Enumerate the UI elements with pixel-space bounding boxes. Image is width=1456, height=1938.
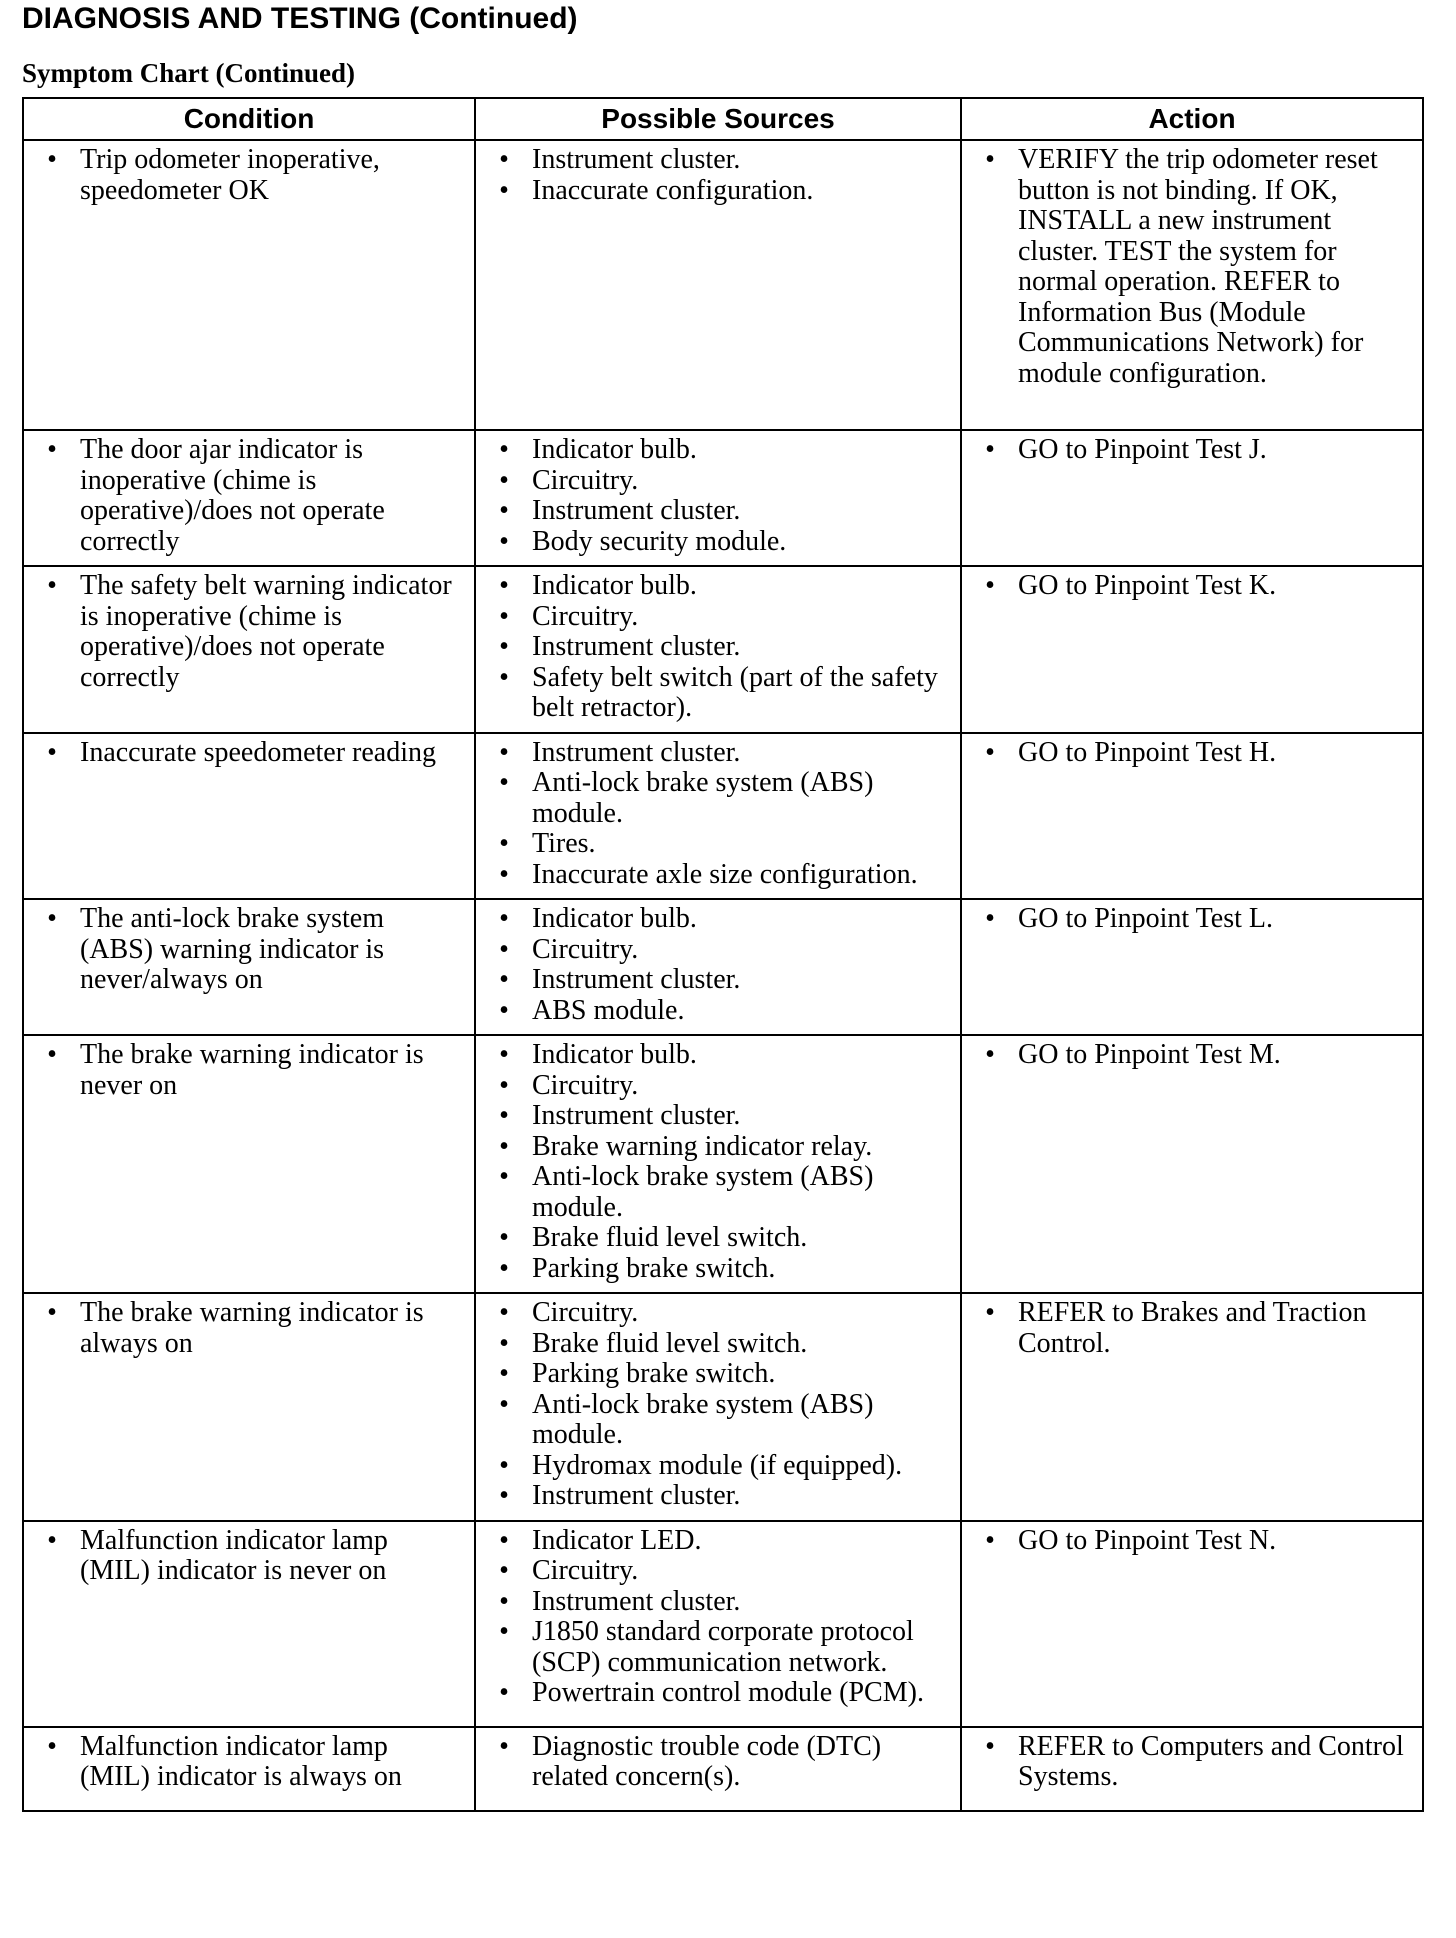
list-item-text: Instrument cluster.	[532, 1100, 741, 1131]
bullet-list	[962, 900, 1422, 943]
chart-subheading: Symptom Chart (Continued)	[22, 58, 356, 88]
table-row	[23, 430, 1423, 566]
table-row	[23, 140, 1423, 430]
list-item-text: The safety belt warning indicator is inoperative (chime is operative)/does not operate correctly	[80, 570, 452, 693]
list-item-text: Malfunction indicator lamp (MIL) indicator is always on	[80, 1730, 402, 1792]
bullet-list	[476, 1036, 960, 1292]
bullet-list	[24, 431, 474, 565]
list-item	[38, 1298, 460, 1359]
list-item	[490, 768, 946, 829]
table-header-row	[23, 98, 1423, 140]
list-item	[490, 496, 946, 527]
table-row	[23, 1727, 1423, 1811]
bullet-icon: •	[499, 174, 509, 206]
list-item	[490, 1617, 946, 1678]
bullet-icon: •	[47, 1730, 57, 1762]
list-item	[976, 1040, 1408, 1071]
list-item	[38, 571, 460, 693]
bullet-icon: •	[499, 495, 509, 526]
bullet-icon: •	[499, 1297, 509, 1328]
bullet-list	[962, 1728, 1422, 1801]
table-row	[23, 566, 1423, 733]
sources-cell	[475, 1727, 961, 1811]
bullet-icon: •	[499, 964, 509, 995]
list-item-text: Circuitry.	[532, 1555, 639, 1586]
list-item	[490, 1329, 946, 1360]
table-row	[23, 1293, 1423, 1521]
list-item	[490, 935, 946, 966]
list-item	[490, 904, 946, 935]
list-item	[490, 602, 946, 633]
bullet-icon: •	[499, 1555, 509, 1586]
list-item	[976, 1298, 1408, 1359]
condition-cell	[23, 1727, 475, 1811]
bullet-icon: •	[47, 903, 57, 934]
action-cell	[961, 899, 1423, 1035]
bullet-list	[24, 567, 474, 701]
bullet-icon: •	[47, 1524, 57, 1556]
bullet-list	[24, 1294, 474, 1367]
action-cell	[961, 566, 1423, 733]
list-item-text: Circuitry.	[532, 464, 639, 496]
list-item-text: Brake fluid level switch.	[532, 1222, 808, 1253]
bullet-list	[24, 141, 474, 214]
bullet-list	[476, 141, 960, 214]
bullet-icon: •	[985, 903, 995, 934]
bullet-list	[962, 1036, 1422, 1079]
bullet-icon: •	[499, 1480, 509, 1511]
bullet-icon: •	[499, 1524, 509, 1556]
list-item	[976, 571, 1408, 602]
list-item-text: Instrument cluster.	[532, 631, 741, 662]
list-item-text: Indicator LED.	[532, 1524, 702, 1556]
bullet-icon: •	[47, 434, 57, 465]
list-item-text: Trip odometer inoperative, speedometer OK	[80, 144, 380, 206]
list-item-text: Parking brake switch.	[532, 1252, 776, 1284]
list-item	[490, 996, 946, 1027]
list-item	[38, 435, 460, 557]
sources-cell	[475, 1521, 961, 1727]
bullet-icon: •	[985, 1730, 995, 1762]
list-item	[490, 435, 946, 466]
list-item	[490, 632, 946, 663]
table-row	[23, 733, 1423, 900]
bullet-list	[476, 567, 960, 732]
bullet-icon: •	[985, 736, 995, 768]
list-item	[976, 435, 1408, 466]
list-item	[490, 1451, 946, 1482]
bullet-list	[24, 1728, 474, 1801]
bullet-icon: •	[985, 1297, 995, 1328]
list-item	[490, 1390, 946, 1451]
list-item-text: Hydromax module (if equipped).	[532, 1449, 903, 1481]
list-item-text: Powertrain control module (PCM).	[532, 1677, 924, 1708]
list-item	[976, 738, 1408, 769]
list-item-text: ABS module.	[532, 994, 685, 1026]
bullet-list	[476, 1728, 960, 1801]
list-item-text: Brake fluid level switch.	[532, 1327, 808, 1359]
bullet-icon: •	[499, 933, 509, 965]
list-item	[490, 738, 946, 769]
list-item-text: Brake warning indicator relay.	[532, 1130, 873, 1162]
column-header-action: Action	[961, 98, 1423, 140]
bullet-list	[24, 734, 474, 777]
list-item-text: Circuitry.	[532, 933, 639, 965]
bullet-icon: •	[499, 994, 509, 1026]
bullet-icon: •	[47, 144, 57, 175]
bullet-list	[476, 1522, 960, 1717]
table-row	[23, 1521, 1423, 1727]
symptom-chart-table	[22, 97, 1424, 1812]
bullet-icon: •	[499, 1252, 509, 1284]
list-item	[490, 663, 946, 724]
action-cell	[961, 1293, 1423, 1521]
list-item	[976, 904, 1408, 935]
list-item-text: GO to Pinpoint Test H.	[1018, 736, 1277, 768]
bullet-list	[962, 567, 1422, 610]
list-item-text: Anti-lock brake system (ABS) module.	[532, 1388, 874, 1450]
list-item	[490, 527, 946, 558]
bullet-icon: •	[499, 858, 509, 890]
list-item	[490, 1526, 946, 1557]
bullet-icon: •	[47, 570, 57, 601]
bullet-list	[476, 431, 960, 565]
action-cell	[961, 1521, 1423, 1727]
list-item	[490, 1556, 946, 1587]
bullet-icon: •	[47, 1039, 57, 1070]
bullet-icon: •	[47, 1297, 57, 1328]
bullet-icon: •	[499, 525, 509, 557]
list-item	[490, 176, 946, 207]
list-item-text: Body security module.	[532, 525, 787, 557]
condition-cell	[23, 1035, 475, 1293]
list-item	[490, 860, 946, 891]
table-row	[23, 1035, 1423, 1293]
list-item	[490, 1732, 946, 1793]
bullet-icon: •	[499, 1130, 509, 1162]
bullet-icon: •	[985, 1039, 995, 1070]
list-item-text: Instrument cluster.	[532, 1585, 741, 1617]
bullet-icon: •	[499, 1616, 509, 1647]
column-header-sources: Possible Sources	[475, 98, 961, 140]
list-item-text: The door ajar indicator is inoperative (chime is operative)/does not operate correctly	[80, 434, 385, 557]
table-row	[23, 899, 1423, 1035]
condition-cell	[23, 733, 475, 900]
list-item	[976, 145, 1408, 389]
list-item	[490, 1587, 946, 1618]
bullet-icon: •	[499, 767, 509, 798]
bullet-icon: •	[985, 1524, 995, 1556]
bullet-list	[24, 1036, 474, 1109]
list-item	[490, 571, 946, 602]
list-item-text: Indicator bulb.	[532, 1039, 697, 1070]
list-item-text: GO to Pinpoint Test N.	[1018, 1524, 1277, 1556]
list-item-text: REFER to Brakes and Traction Control.	[1018, 1297, 1367, 1359]
list-item-text: Safety belt switch (part of the safety belt retractor).	[532, 661, 938, 723]
bullet-icon: •	[499, 600, 509, 632]
column-header-condition: Condition	[23, 98, 475, 140]
list-item	[490, 466, 946, 497]
bullet-icon: •	[499, 661, 509, 693]
condition-cell	[23, 566, 475, 733]
condition-cell	[23, 140, 475, 430]
list-item-text: VERIFY the trip odometer reset button is not binding. If OK, INSTALL a new instrument cluster. TEST the system for normal operation. REFER to Information Bus (Module Communications Network) for module configuration.	[1018, 144, 1378, 389]
list-item-text: Instrument cluster.	[532, 736, 741, 768]
list-item-text: Inaccurate axle size configuration.	[532, 858, 918, 890]
list-item	[38, 1040, 460, 1101]
bullet-list	[962, 734, 1422, 777]
condition-cell	[23, 1293, 475, 1521]
list-item-text: Malfunction indicator lamp (MIL) indicator is never on	[80, 1524, 388, 1586]
list-item	[490, 145, 946, 176]
list-item	[490, 1298, 946, 1329]
list-item-text: The brake warning indicator is never on	[80, 1039, 424, 1101]
list-item-text: Circuitry.	[532, 600, 639, 632]
section-heading: DIAGNOSIS AND TESTING (Continued)	[22, 2, 578, 35]
bullet-icon: •	[47, 736, 57, 768]
bullet-icon: •	[499, 903, 509, 934]
bullet-icon: •	[499, 1222, 509, 1253]
bullet-list	[24, 1522, 474, 1595]
list-item	[490, 1678, 946, 1709]
bullet-icon: •	[499, 631, 509, 662]
list-item-text: Indicator bulb.	[532, 903, 697, 934]
list-item-text: Inaccurate configuration.	[532, 174, 814, 206]
bullet-icon: •	[499, 1388, 509, 1420]
list-item	[490, 1101, 946, 1132]
list-item-text: Indicator bulb.	[532, 434, 697, 465]
bullet-icon: •	[499, 1358, 509, 1389]
list-item-text: Tires.	[532, 828, 596, 859]
bullet-list	[962, 141, 1422, 397]
condition-cell	[23, 1521, 475, 1727]
list-item-text: GO to Pinpoint Test M.	[1018, 1039, 1281, 1070]
bullet-icon: •	[499, 464, 509, 496]
bullet-icon: •	[499, 1677, 509, 1708]
condition-cell	[23, 430, 475, 566]
list-item-text: Instrument cluster.	[532, 495, 741, 526]
list-item	[490, 1359, 946, 1390]
bullet-icon: •	[499, 1161, 509, 1192]
sources-cell	[475, 566, 961, 733]
bullet-icon: •	[499, 1039, 509, 1070]
sources-cell	[475, 1293, 961, 1521]
bullet-list	[24, 900, 474, 1004]
sources-cell	[475, 140, 961, 430]
list-item-text: Indicator bulb.	[532, 570, 697, 601]
action-cell	[961, 1727, 1423, 1811]
list-item	[490, 1223, 946, 1254]
list-item	[976, 1732, 1408, 1793]
list-item-text: Instrument cluster.	[532, 964, 741, 995]
bullet-icon: •	[499, 736, 509, 768]
bullet-icon: •	[499, 1100, 509, 1131]
bullet-icon: •	[499, 1585, 509, 1617]
list-item	[490, 1132, 946, 1163]
list-item	[490, 1162, 946, 1223]
list-item	[490, 1254, 946, 1285]
list-item-text: GO to Pinpoint Test J.	[1018, 434, 1267, 465]
bullet-icon: •	[499, 570, 509, 601]
list-item	[38, 1526, 460, 1587]
list-item-text: Circuitry.	[532, 1069, 639, 1101]
list-item-text: The brake warning indicator is always on	[80, 1297, 424, 1359]
list-item-text: J1850 standard corporate protocol (SCP) communication network.	[532, 1616, 914, 1678]
list-item	[38, 738, 460, 769]
bullet-list	[962, 431, 1422, 474]
sources-cell	[475, 430, 961, 566]
list-item	[38, 145, 460, 206]
action-cell	[961, 733, 1423, 900]
list-item	[490, 829, 946, 860]
list-item-text: Instrument cluster.	[532, 1480, 741, 1511]
list-item-text: Anti-lock brake system (ABS) module.	[532, 767, 874, 829]
sources-cell	[475, 1035, 961, 1293]
action-cell	[961, 140, 1423, 430]
bullet-icon: •	[499, 1730, 509, 1762]
list-item	[490, 1040, 946, 1071]
bullet-list	[476, 900, 960, 1034]
list-item-text: REFER to Computers and Control Systems.	[1018, 1730, 1404, 1792]
action-cell	[961, 430, 1423, 566]
list-item-text: Anti-lock brake system (ABS) module.	[532, 1161, 874, 1223]
bullet-list	[962, 1294, 1422, 1367]
sources-cell	[475, 733, 961, 900]
bullet-list	[962, 1522, 1422, 1565]
bullet-icon: •	[499, 144, 509, 175]
bullet-icon: •	[499, 1327, 509, 1359]
bullet-icon: •	[985, 570, 995, 601]
list-item	[490, 1071, 946, 1102]
bullet-icon: •	[985, 434, 995, 465]
list-item-text: Inaccurate speedometer reading	[80, 736, 437, 768]
list-item-text: Diagnostic trouble code (DTC) related concern(s).	[532, 1730, 882, 1792]
list-item-text: GO to Pinpoint Test L.	[1018, 903, 1273, 934]
list-item	[38, 904, 460, 996]
bullet-list	[476, 734, 960, 899]
list-item	[976, 1526, 1408, 1557]
bullet-list	[476, 1294, 960, 1520]
condition-cell	[23, 899, 475, 1035]
action-cell	[961, 1035, 1423, 1293]
list-item	[38, 1732, 460, 1793]
list-item-text: Circuitry.	[532, 1297, 639, 1328]
list-item	[490, 1481, 946, 1512]
bullet-icon: •	[499, 828, 509, 859]
list-item-text: GO to Pinpoint Test K.	[1018, 570, 1277, 601]
list-item-text: Parking brake switch.	[532, 1358, 776, 1389]
list-item	[490, 965, 946, 996]
bullet-icon: •	[499, 1069, 509, 1101]
list-item-text: Instrument cluster.	[532, 144, 741, 175]
bullet-icon: •	[499, 1449, 509, 1481]
bullet-icon: •	[985, 144, 995, 175]
bullet-icon: •	[499, 434, 509, 465]
sources-cell	[475, 899, 961, 1035]
list-item-text: The anti-lock brake system (ABS) warning indicator is never/always on	[80, 903, 385, 995]
